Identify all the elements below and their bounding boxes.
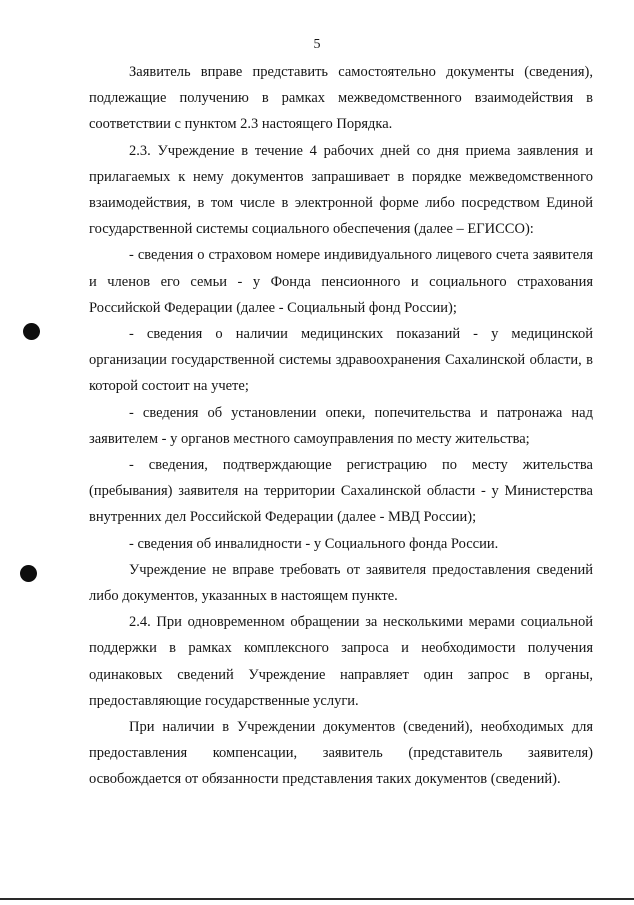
paragraph-2-4: 2.4. При одновременном обращении за несколькими мерами социальной поддержки в рамках комплексного запроса и необходимости получения одинаковых сведений Учреждение направляет один запрос в органы, предоставляющие государственные услуги. <box>89 614 593 709</box>
paragraph-2-3: 2.3. Учреждение в течение 4 рабочих дней со дня приема заявления и прилагаемых к нему документов запрашивает в порядке межведомственного взаимодействия, в том числе в электронной форме либо посредством Единой государственной системы социального обеспечения (далее – ЕГИССО): <box>89 142 593 238</box>
punch-hole-mark <box>20 565 37 582</box>
list-item-disability: - сведения об инвалидности - у Социального фонда России. <box>129 535 499 552</box>
paragraph-applicant-right: Заявитель вправе представить самостоятельно документы (сведения), подлежащие получению в рамках межведомственного взаимодействия в соответствии с пунктом 2.3 настоящего Порядка. <box>89 64 593 133</box>
document-body <box>89 59 593 793</box>
list-item-snils: - сведения о страховом номере индивидуального лицевого счета заявителя и членов его семьи - у Фонда пенсионного и социального страхования Российской Федерации (далее - Социальный фонд России); <box>89 247 593 316</box>
paragraph-no-demand: Учреждение не вправе требовать от заявителя предоставления сведений либо документов, указанных в настоящем пункте. <box>89 561 593 605</box>
list-item-registration: - сведения, подтверждающие регистрацию по месту жительства (пребывания) заявителя на территории Сахалинской области - у Министерства внутренних дел Российской Федерации (далее - МВД России); <box>89 457 593 526</box>
paragraph-exemption: При наличии в Учреждении документов (сведений), необходимых для предоставления компенсации, заявитель (представитель заявителя) освобождается от обязанности представления таких документов (сведений). <box>89 719 593 788</box>
list-item-guardianship: - сведения об установлении опеки, попечительства и патронажа над заявителем - у органов местного самоуправления по месту жительства; <box>89 404 593 447</box>
punch-hole-mark <box>23 323 40 340</box>
scan-bottom-edge <box>0 898 634 900</box>
page-number: 5 <box>313 37 321 52</box>
list-item-medical: - сведения о наличии медицинских показаний - у медицинской организации государственной системы здравоохранения Сахалинской области, в которой состоит на учете; <box>89 326 593 395</box>
